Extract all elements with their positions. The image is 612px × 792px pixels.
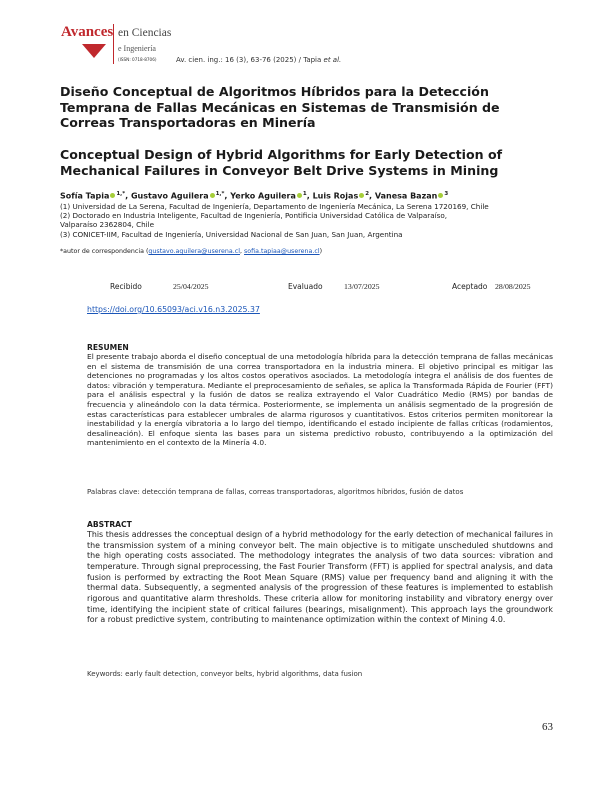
- author-name: Luis Rojas: [312, 191, 359, 201]
- received-date: 25/04/2025: [173, 282, 209, 291]
- resumen-text: El presente trabajo aborda el diseño conceptual de una metodología híbrida para la detección temprana de fallas mecánicas en el sistema de transmisión de una correa transportadora en la industria minera. El objetivo principal es mitigar las detenciones no programadas y los altos costos operativos asociados. La metodología integra el análisis de dos fuentes de datos: vibración y temperatura. Mediante el preprocesamiento de señales, se aplica la Transformada Rápida de Fourier (FFT) para el análisis espectral y la fusión de datos se realiza extrayendo el Valor Cuadrático Medio (RMS) por bandas de frecuencia y alineándolo con la data térmica. Posteriormente, se implementa un análisis segmentado de la progresión de estas características para establecer umbrales de alarma rigurosos y cuantitativos. Estos criterios permiten monitorear la inestabilidad y la energía vibratoria a lo largo del tiempo, identificando el estado incipiente de fallas críticas (rodamientos, desalineación). El enfoque sienta las bases para un sistema predictivo robusto, contribuyendo a la optimización del mantenimiento en el contexto de la Minería 4.0.: [87, 352, 553, 448]
- email-link-1[interactable]: gustavo.aguilera@userena.cl: [148, 248, 240, 255]
- orcid-icon[interactable]: [297, 193, 302, 198]
- affiliation-line: (1) Universidad de La Serena, Facultad de Ingeniería, Departamento de Ingeniería Mecánica, La Serena 1720169, Chile: [60, 202, 489, 211]
- affiliation-line: (2) Doctorado en Industria Inteligente, Facultad de Ingeniería, Pontificia Universidad Católica de Valparaíso,: [60, 211, 448, 221]
- abstract-text: This thesis addresses the conceptual design of a hybrid methodology for the early detection of mechanical failures in the transmission system of a mining conveyor belt. The main objective is to mitigate unscheduled shutdowns and the high operating costs associated. The methodology integrates the analysis of two data sources: vibration and temperature. Through signal preprocessing, the Fast Fourier Transform (FFT) is applied for spectral analysis, and data fusion is performed by extracting the Root Mean Square (RMS) value per frequency band and aligning it with the thermal data. Subsequently, a segmented analysis of the progression of these features is implemented to establish rigorous and quantitative alarm thresholds. These criteria allow for monitoring instability and vibratory energy over time, identifying the incipient state of critical failures (bearings, misalignment). This approach lays the groundwork for a robust predictive system, contributing to maintenance optimization within the context of Mining 4.0.: [87, 530, 553, 625]
- journal-name-line2: e Ingeniería: [118, 44, 156, 53]
- abstract-keywords: Keywords: early fault detection, conveyor belts, hybrid algorithms, data fusion: [87, 670, 363, 678]
- accepted-label: Aceptado: [452, 282, 488, 291]
- doi: [87, 305, 260, 314]
- page-number: 63: [542, 721, 553, 733]
- orcid-icon[interactable]: [110, 193, 115, 198]
- journal-name-line1: en Ciencias: [118, 27, 172, 39]
- author-name: Sofía Tapia: [60, 191, 110, 201]
- issn: (ISSN: 0718-8706): [118, 57, 157, 62]
- journal-logo-icon: [82, 44, 106, 58]
- title-spanish: Diseño Conceptual de Algoritmos Híbridos para la Detección Temprana de Fallas Mecánicas en Sistemas de Transmisión de Correas Transportadoras en Minería: [60, 84, 500, 130]
- journal-logo-text: Avances: [61, 24, 114, 40]
- author-name: Yerko Aguilera: [230, 191, 296, 201]
- resumen-heading: RESUMEN: [87, 343, 129, 352]
- email-link-2[interactable]: sofia.tapiaa@userena.cl: [244, 248, 320, 255]
- author-name: Gustavo Aguilera: [130, 191, 209, 201]
- author-list: Sofía Tapia $^{1,*}$, Gustavo Aguilera $^{1,*}$, Yerko Aguilera $^1$, Luis Rojas $^2$, Vanesa Bazan $^3$: [60, 191, 449, 201]
- accepted-date: 28/08/2025: [495, 282, 531, 291]
- resumen-keywords: Palabras clave: detección temprana de fallas, correas transportadoras, algoritmos híbridos, fusión de datos: [87, 488, 464, 496]
- doi-link[interactable]: https://doi.org/10.65093/aci.v16.n3.2025.37: [87, 305, 260, 314]
- affiliation-line: Valparaíso 2362804, Chile: [60, 220, 155, 230]
- logo-divider: [113, 24, 114, 64]
- affiliation-line: (3) CONICET-IIM, Facultad de Ingeniería, Universidad Nacional de San Juan, San Juan, Argentina: [60, 229, 403, 239]
- orcid-icon[interactable]: [359, 193, 364, 198]
- orcid-icon[interactable]: [210, 193, 215, 198]
- abstract-heading: ABSTRACT: [87, 520, 132, 529]
- correspondence: *autor de correspondencia (gustavo.aguilera@userena.cl, sofia.tapiaa@userena.cl): [60, 248, 323, 255]
- author-name: Vanesa Bazan: [374, 191, 438, 201]
- affiliations: [60, 202, 560, 239]
- evaluated-date: 13/07/2025: [344, 282, 380, 291]
- title-english: Conceptual Design of Hybrid Algorithms for Early Detection of Mechanical Failures in Conveyor Belt Drive Systems in Mining: [60, 147, 503, 178]
- evaluated-label: Evaluado: [288, 282, 323, 291]
- orcid-icon[interactable]: [438, 193, 443, 198]
- received-label: Recibido: [110, 282, 142, 291]
- citation: Av. cien. ing.: 16 (3), 63-76 (2025) / Tapia et al.: [176, 56, 342, 64]
